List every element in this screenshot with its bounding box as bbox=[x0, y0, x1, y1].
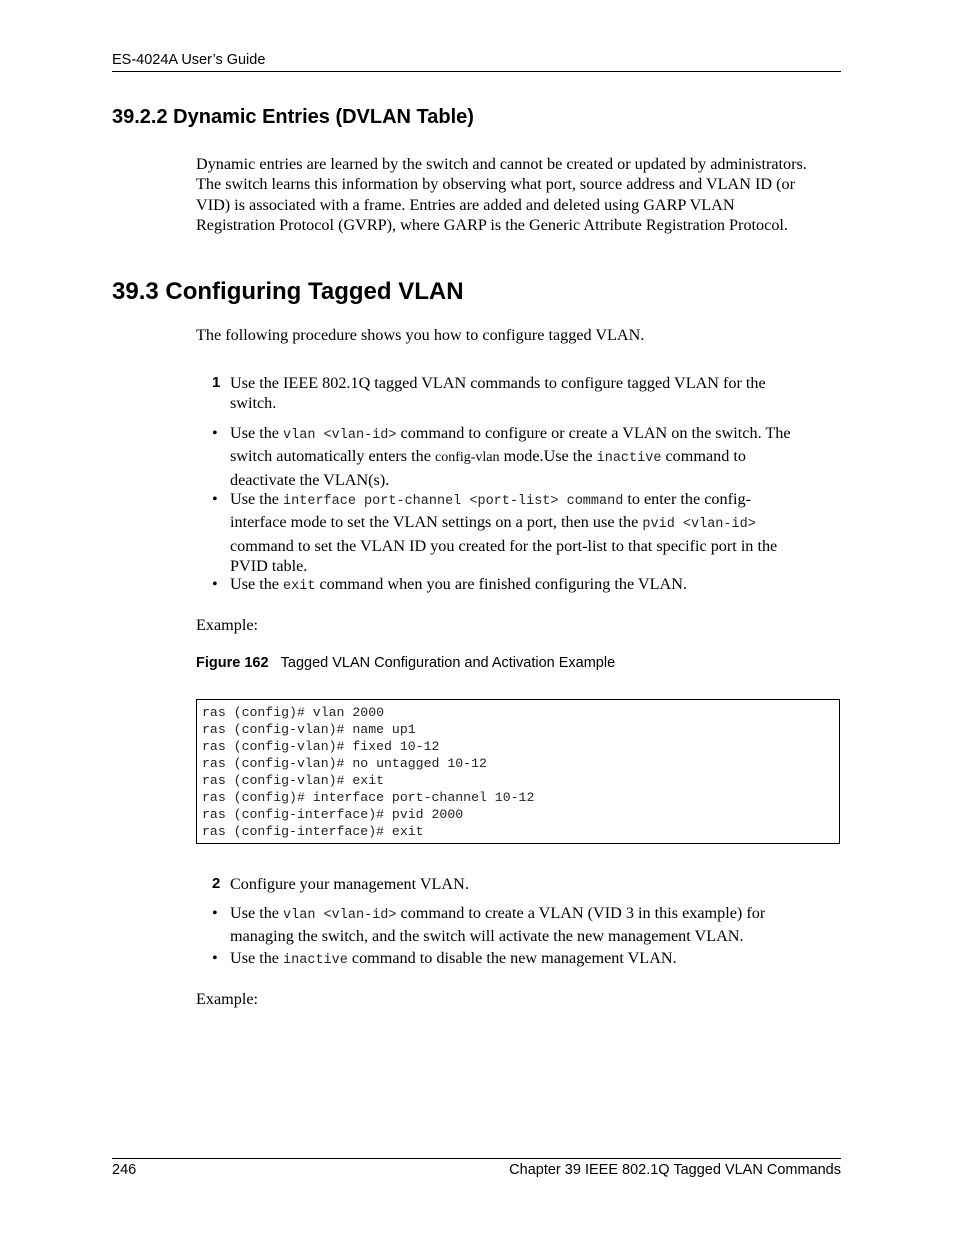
figure-caption bbox=[196, 655, 615, 671]
bullet-icon: • bbox=[212, 904, 218, 922]
step-text: Configure your management VLAN. bbox=[230, 875, 469, 893]
bullet-exit-command bbox=[196, 574, 846, 596]
footer-divider bbox=[112, 1158, 841, 1159]
inline-code: inactive bbox=[283, 953, 348, 968]
bullet-interface-command bbox=[196, 489, 846, 575]
text-run: mode.Use the bbox=[499, 447, 597, 466]
text-run: Use the bbox=[230, 490, 284, 508]
bullet-text bbox=[230, 903, 842, 947]
code-line: ras (config-interface)# exit bbox=[202, 824, 424, 839]
text-run: command when you are finished configuring the VLAN. bbox=[315, 575, 687, 593]
running-header: ES-4024A User’s Guide bbox=[112, 52, 266, 68]
text-run: PVID table. bbox=[230, 556, 308, 575]
bullet-text bbox=[230, 423, 842, 490]
page-number: 246 bbox=[112, 1162, 137, 1178]
code-line: ras (config-vlan)# fixed 10-12 bbox=[202, 739, 440, 754]
bullet-text bbox=[230, 574, 842, 597]
step-number: 1 bbox=[212, 374, 221, 391]
code-line: ras (config-vlan)# exit bbox=[202, 773, 385, 788]
paragraph-line: Dynamic entries are learned by the switch and cannot be created or updated by administrators. bbox=[196, 155, 807, 173]
code-line: ras (config-vlan)# name up1 bbox=[202, 722, 416, 737]
text-run: command to disable the new management VLAN. bbox=[347, 949, 677, 967]
inline-code: vlan <vlan-id> bbox=[283, 428, 397, 443]
section-heading-dynamic-entries: 39.2.2 Dynamic Entries (DVLAN Table) bbox=[112, 106, 474, 128]
inline-code: interface port-channel <port-list> command bbox=[283, 494, 624, 509]
bullet-vlan-command bbox=[196, 423, 846, 489]
text-run: deactivate the VLAN(s). bbox=[230, 470, 390, 489]
text-run: command to create a VLAN (VID 3 in this example) for bbox=[396, 904, 766, 922]
step-text bbox=[230, 373, 842, 414]
code-line: ras (config)# vlan 2000 bbox=[202, 705, 385, 720]
bullet-management-vlan bbox=[196, 903, 846, 945]
text-run: managing the switch, and the switch will activate the new management VLAN. bbox=[230, 927, 744, 946]
figure-title: Tagged VLAN Configuration and Activation Example bbox=[280, 655, 616, 671]
bullet-inactive-command bbox=[196, 948, 846, 970]
text-run: Use the bbox=[230, 575, 284, 593]
header-divider bbox=[112, 71, 841, 72]
step-line: switch. bbox=[230, 394, 277, 413]
text-run: Use the bbox=[230, 949, 284, 967]
text-run: interface mode to set the VLAN settings on a port, then use the bbox=[230, 513, 643, 532]
inline-code: inactive bbox=[596, 451, 662, 467]
mode-name: config-vlan bbox=[434, 450, 500, 466]
paragraph-line: Registration Protocol (GVRP), where GARP is the Generic Attribute Registration Protocol. bbox=[196, 215, 788, 234]
figure-label: Figure 162 bbox=[196, 655, 269, 671]
inline-code: vlan <vlan-id> bbox=[283, 908, 397, 923]
inline-code: exit bbox=[283, 579, 316, 594]
code-line: ras (config-interface)# pvid 2000 bbox=[202, 807, 464, 822]
bullet-text bbox=[230, 489, 842, 576]
paragraph-line: VID) is associated with a frame. Entries are added and deleted using GARP VLAN bbox=[196, 195, 735, 214]
example-label: Example: bbox=[196, 990, 259, 1008]
bullet-icon: • bbox=[212, 424, 218, 442]
text-run: to enter the config- bbox=[623, 490, 751, 508]
text-run: command to bbox=[661, 447, 746, 466]
step-1 bbox=[196, 373, 846, 415]
step-number: 2 bbox=[212, 875, 221, 892]
intro-paragraph: The following procedure shows you how to configure tagged VLAN. bbox=[196, 326, 645, 344]
bullet-icon: • bbox=[212, 949, 218, 967]
text-run: command to configure or create a VLAN on the switch. The bbox=[396, 424, 791, 442]
section-heading-configuring-tagged-vlan: 39.3 Configuring Tagged VLAN bbox=[112, 278, 464, 305]
chapter-title: Chapter 39 IEEE 802.1Q Tagged VLAN Commands bbox=[509, 1162, 841, 1178]
step-line: Use the IEEE 802.1Q tagged VLAN commands to configure tagged VLAN for the bbox=[230, 374, 766, 392]
step-2 bbox=[196, 874, 846, 896]
bullet-icon: • bbox=[212, 575, 218, 593]
dynamic-entries-paragraph bbox=[196, 154, 846, 235]
example-label: Example: bbox=[196, 616, 259, 634]
inline-code: pvid <vlan-id> bbox=[642, 517, 756, 533]
bullet-text bbox=[230, 948, 842, 971]
text-run: Use the bbox=[230, 904, 284, 922]
code-example-box bbox=[196, 699, 840, 844]
text-run: switch automatically enters the bbox=[230, 447, 435, 466]
text-run: Use the bbox=[230, 424, 284, 442]
bullet-icon: • bbox=[212, 490, 218, 508]
text-run: command to set the VLAN ID you created for the port-list to that specific port in the bbox=[230, 536, 778, 555]
code-line: ras (config)# interface port-channel 10-12 bbox=[202, 790, 535, 805]
paragraph-line: The switch learns this information by observing what port, source address and VLAN ID (or bbox=[196, 175, 795, 194]
code-line: ras (config-vlan)# no untagged 10-12 bbox=[202, 756, 487, 771]
